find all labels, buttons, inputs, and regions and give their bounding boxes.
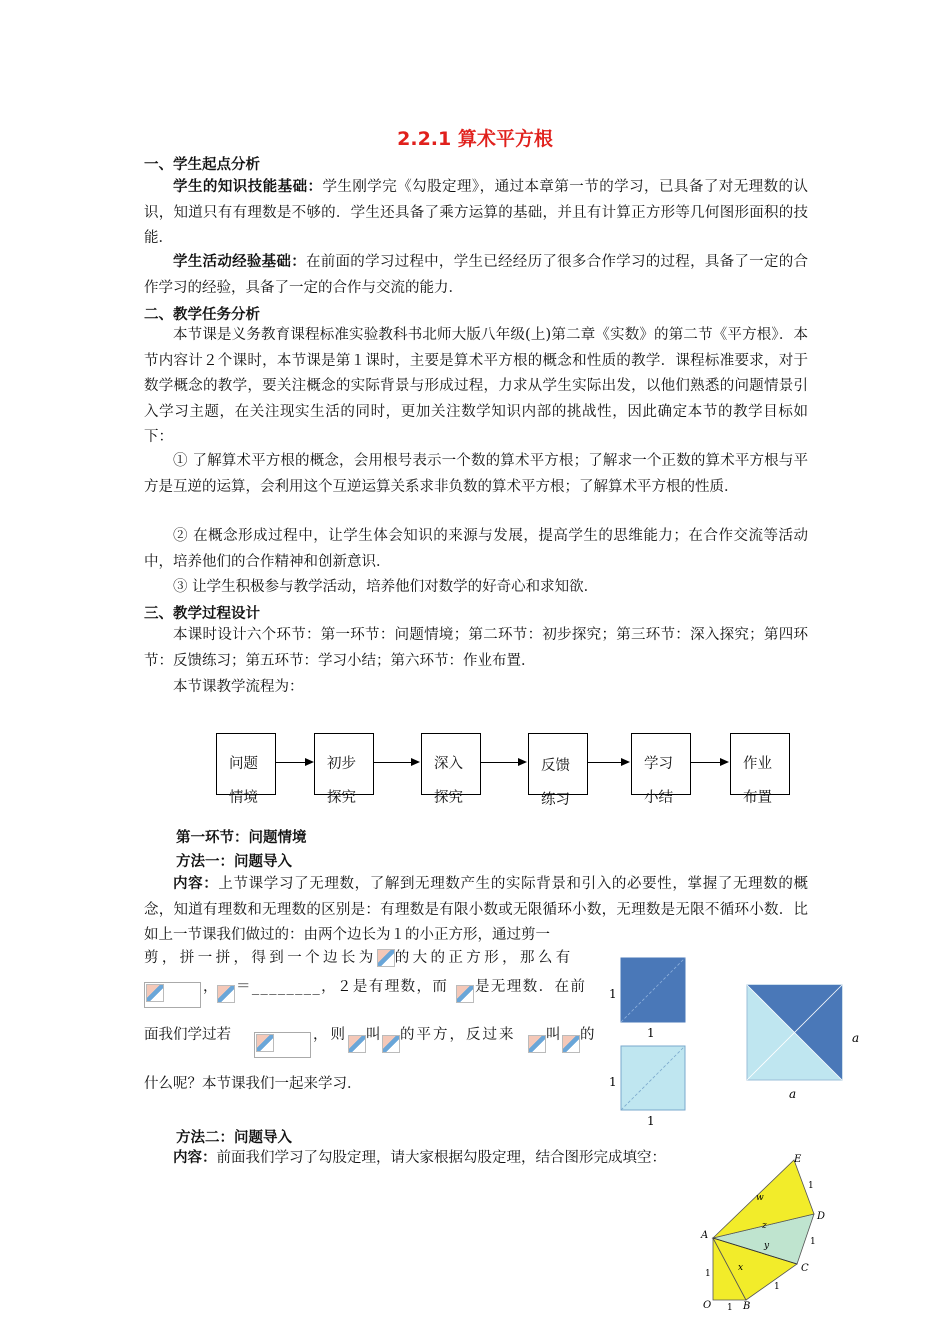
- flow-box-5: [631, 733, 691, 806]
- label-experience: 学生活动经验基础：: [173, 254, 306, 270]
- formula-image: [562, 1035, 580, 1053]
- label-a-bottom: a: [789, 1087, 797, 1101]
- text-l2a: ，: [203, 979, 218, 995]
- formula-image: [217, 985, 235, 1003]
- label-one-OA: 1: [705, 1269, 711, 1279]
- flow-label-2a: 初步: [327, 756, 356, 772]
- flow-label-1b: 情境: [229, 790, 258, 806]
- formula-line-3d: [400, 1023, 516, 1044]
- text-l3c: 叫: [366, 1027, 381, 1043]
- label-one-OB: 1: [727, 1303, 733, 1313]
- label-y: y: [764, 1241, 770, 1251]
- content-label: 内容：: [173, 876, 219, 892]
- flow-label-3b: 探究: [434, 790, 463, 806]
- label-z: z: [762, 1221, 767, 1231]
- flow-label-4b: 练习: [541, 792, 570, 808]
- text-knowledge: 学生刚学完《勾股定理》，通过本章第一节的学习，已具备了对无理数的认识，知道只有有理数是不够的．学生还具备了乘方运算的基础，并且有计算正方形等几何图形面积的技能．: [144, 179, 809, 246]
- label-w: w: [756, 1193, 764, 1203]
- formula-image: [348, 1035, 366, 1053]
- formula-image: [256, 1034, 274, 1052]
- text-l1b: 的大的正方形，那么有: [394, 950, 574, 966]
- label-knowledge: 学生的知识技能基础：: [173, 179, 323, 195]
- method2-heading: 方法二：问题导入: [176, 1130, 292, 1146]
- flow-arrow-5: [691, 762, 727, 763]
- formula-image: [456, 985, 474, 1003]
- label-B: B: [743, 1301, 751, 1312]
- label-C: C: [801, 1263, 809, 1274]
- flow-box-4: [528, 733, 588, 808]
- flow-label-6b: 布置: [743, 790, 772, 806]
- text-l3f: 的: [580, 1027, 595, 1043]
- text-l3e: 叫: [546, 1027, 561, 1043]
- formula-image: [146, 984, 164, 1002]
- stage1-content2: [144, 1146, 684, 1172]
- formula-line-2: [203, 975, 218, 996]
- flow-arrow-4: [588, 762, 628, 763]
- flow-label-3a: 深入: [434, 756, 463, 772]
- label-one-DE: 1: [808, 1181, 814, 1191]
- flow-box-1: [216, 733, 276, 806]
- stage1-content: [144, 872, 808, 949]
- goal-1: ① 了解算术平方根的概念，会用根号表示一个数的算术平方根；了解求一个正数的算术平方根与平方是互逆的运算，会利用这个互逆运算关系求非负数的算术平方根；了解算术平方根的性质．: [144, 453, 808, 495]
- page-title: 2.2.1 算术平方根: [397, 128, 553, 150]
- flow-label-1a: 问题: [229, 756, 258, 772]
- paragraph-s3-p2: 本节课教学流程为：: [173, 679, 304, 695]
- formula-line-3f: [580, 1023, 595, 1044]
- text-experience: 在前面的学习过程中，学生已经经历了很多合作学习的过程，具备了一定的合作学习的经验，具备了一定的合作与交流的能力．: [144, 254, 809, 296]
- flow-label-2b: 探究: [327, 790, 356, 806]
- content2-label: 内容：: [173, 1150, 217, 1166]
- content-text: 上节课学习了无理数，了解到无理数产生的实际背景和引入的必要性，掌握了无理数的概念，知道有理数和无理数的区别是：有理数是有限小数或无限循环小数，无理数是无限不循环小数．比如上一节课我们做过的：由两个边长为１的小正方形，通过剪一: [144, 876, 809, 943]
- paragraph-s1-p2: [144, 250, 808, 301]
- formula-line-3e: [546, 1023, 561, 1044]
- label-D: D: [817, 1211, 826, 1222]
- flow-box-2: [314, 733, 374, 806]
- formula-line-2c: [475, 975, 586, 996]
- text-l2b: ＝________，２是有理数，而: [236, 979, 449, 995]
- text-l3a: 面我们学过若: [144, 1027, 231, 1043]
- flow-arrow-1: [276, 762, 312, 763]
- formula-line-3b: [313, 1023, 348, 1044]
- paragraph-s2-p1: 本节课是义务教育课程标准实验教科书北师大版八年级(上)第二章《实数》的第二节《平方根》．本节内容计２个课时，本节课是第１课时，主要是算术平方根的概念和性质的教学．课程标准要求，对于数学概念的教学，要关注概念的实际背景与形成过程，力求从学生实际出发，以他们熟悉的问题情景引入学习主题，在关注现实生活的同时，更加关注数学知识内部的挑战性，因此确定本节的教学目标如下：: [144, 327, 808, 445]
- flow-label-6a: 作业: [743, 756, 772, 772]
- square-figure: [600, 950, 900, 1140]
- label-one-b: 1: [647, 1026, 655, 1040]
- flow-label-5b: 小结: [644, 790, 673, 806]
- label-O: O: [703, 1300, 712, 1311]
- flow-box-3: [421, 733, 481, 806]
- paragraph-s3-p1: 本课时设计六个环节：第一环节：问题情境；第二环节：初步探究；第三环节：深入探究；第四环节：反馈练习；第五环节：学习小结；第六环节：作业布置．: [144, 627, 808, 669]
- label-one-a: 1: [609, 987, 617, 1001]
- goal-2: ② 在概念形成过程中，让学生体会知识的来源与发展，提高学生的思维能力；在合作交流等活动中，培养他们的合作精神和创新意识．: [144, 528, 808, 570]
- label-one-c: 1: [609, 1075, 617, 1089]
- label-one-CD: 1: [810, 1237, 816, 1247]
- stage1-heading: 第一环节：问题情境: [176, 830, 307, 846]
- text-l3d: 的平方，反过来: [400, 1027, 516, 1043]
- formula-image: [377, 949, 395, 967]
- formula-line-4: 什么呢？本节课我们一起来学习．: [144, 1076, 362, 1092]
- label-E: E: [794, 1154, 802, 1165]
- label-x: x: [738, 1263, 744, 1273]
- flow-label-4a: 反馈: [541, 758, 570, 774]
- formula-line-3: [144, 1023, 231, 1044]
- formula-line-1: [144, 946, 574, 967]
- flow-arrow-3: [481, 762, 525, 763]
- text-l3b: ，则: [313, 1027, 348, 1043]
- flow-label-5a: 学习: [644, 756, 673, 772]
- method1-heading: 方法一：问题导入: [176, 854, 292, 870]
- label-a-right: a: [852, 1031, 860, 1045]
- label-one-d: 1: [647, 1114, 655, 1128]
- label-A: A: [701, 1230, 709, 1241]
- formula-line-2b: [236, 975, 448, 996]
- formula-image: [382, 1035, 400, 1053]
- flow-box-6: [730, 733, 790, 806]
- paragraph-s1-p1: [144, 175, 808, 252]
- text-l2c: 是无理数．在前: [475, 979, 587, 995]
- label-one-BC: 1: [774, 1282, 780, 1292]
- spiral-figure: [700, 1150, 850, 1315]
- formula-line-3c: [366, 1023, 381, 1044]
- text-l1a: 剪，拼一拼，得到一个边长为: [144, 950, 377, 966]
- section-heading-3: 三、教学过程设计: [144, 606, 260, 622]
- section-heading-1: 一、学生起点分析: [144, 157, 260, 173]
- section-heading-2: 二、教学任务分析: [144, 307, 260, 323]
- flow-arrow-2: [374, 762, 418, 763]
- formula-image: [528, 1035, 546, 1053]
- content2-text: 前面我们学习了勾股定理，请大家根据勾股定理，结合图形完成填空：: [216, 1150, 666, 1166]
- goal-3: ③ 让学生积极参与教学活动，培养他们对数学的好奇心和求知欲．: [173, 579, 599, 595]
